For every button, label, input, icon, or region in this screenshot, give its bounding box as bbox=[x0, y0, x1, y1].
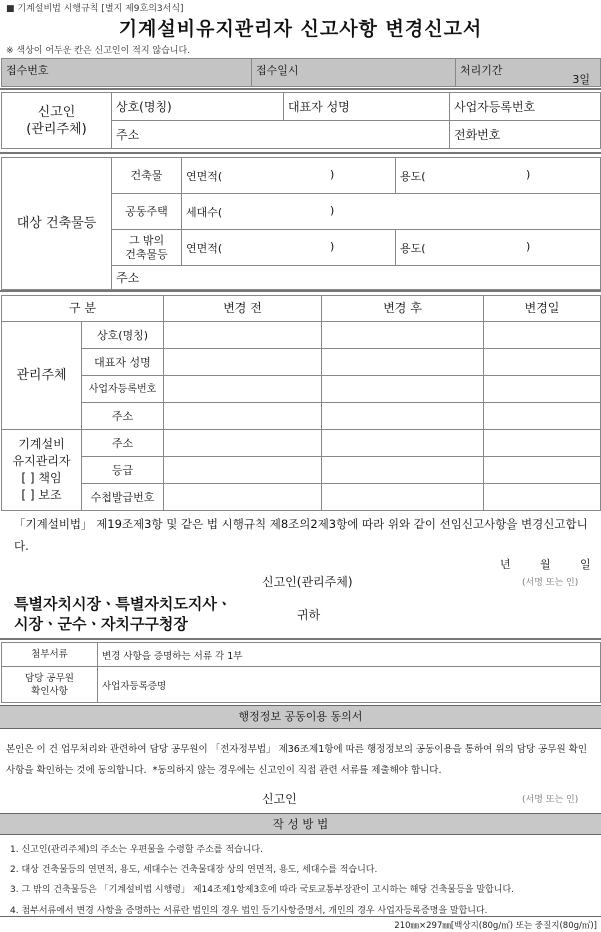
applicant-label: 신고인 (관리주체) bbox=[2, 93, 112, 149]
consent-title: 행정정보 공동이용 동의서 bbox=[0, 705, 601, 729]
management-entity-label: 관리주체 bbox=[2, 322, 82, 430]
instruction-item: 2. 대상 건축물등의 연면적, 용도, 세대수는 건축물대장 상의 연면적, 용도, 세대수를 적습니다. bbox=[10, 865, 378, 875]
shaded-notice: ※ 색상이 어두운 칸은 신고인이 적지 않습니다. bbox=[6, 46, 191, 56]
after-field[interactable] bbox=[322, 376, 484, 403]
recipient-title: 특별자치시장ㆍ특별자치도지사ㆍ 시장ㆍ군수ㆍ자치구구청장 bbox=[14, 595, 232, 633]
usage-field[interactable]: 용도( ) bbox=[396, 158, 601, 194]
header-category: 구 분 bbox=[2, 296, 164, 322]
after-field[interactable] bbox=[322, 430, 484, 457]
applicant-signature-field[interactable]: (서명 또는 인) bbox=[522, 578, 579, 588]
before-field[interactable] bbox=[164, 430, 322, 457]
form-reference: ■ 기계설비법 시행규칙 [별지 제9호의3서식] bbox=[6, 4, 184, 14]
attachments-table bbox=[1, 642, 601, 703]
instruction-item: 4. 첨부서류에서 변경 사항을 증명하는 서류란 법인의 경우 법인 등기사항증명서, 개인의 경우 사업자등록증명을 말합니다. bbox=[10, 906, 488, 916]
change-item-label: 수첩발급번호 bbox=[82, 484, 164, 511]
change-item-label: 대표자 성명 bbox=[82, 349, 164, 376]
paper-spec-footer: 210㎜×297㎜[백상지(80g/㎡) 또는 중질지(80g/㎡)] bbox=[394, 921, 597, 931]
after-field[interactable] bbox=[322, 403, 484, 430]
change-item-label: 사업자등록번호 bbox=[82, 376, 164, 403]
building-address-field[interactable]: 주소 bbox=[112, 266, 601, 290]
instruction-item: 1. 신고인(관리주체)의 주소는 우편물을 수령할 주소를 적습니다. bbox=[10, 845, 263, 855]
representative-field[interactable]: 대표자 성명 bbox=[284, 93, 450, 121]
change-date-field[interactable] bbox=[484, 403, 601, 430]
after-field[interactable] bbox=[322, 457, 484, 484]
other-usage-field[interactable]: 용도( ) bbox=[396, 230, 601, 266]
change-item-label: 주소 bbox=[82, 430, 164, 457]
after-field[interactable] bbox=[322, 322, 484, 349]
consent-signer-label: 신고인 bbox=[262, 792, 297, 806]
consent-signature-field[interactable]: (서명 또는 인) bbox=[522, 795, 579, 805]
receipt-date-cell: 접수일시 bbox=[252, 59, 456, 87]
before-field[interactable] bbox=[164, 376, 322, 403]
form-title: 기계설비유지관리자 신고사항 변경신고서 bbox=[118, 18, 483, 40]
change-date-field[interactable] bbox=[484, 376, 601, 403]
official-check-value: 사업자등록증명 bbox=[98, 667, 601, 703]
processing-period-cell: 처리기간 3일 bbox=[456, 59, 601, 87]
attachments-value: 변경 사항을 증명하는 서류 각 1부 bbox=[98, 643, 601, 667]
change-item-label: 상호(명칭) bbox=[82, 322, 164, 349]
before-field[interactable] bbox=[164, 403, 322, 430]
phone-field[interactable]: 전화번호 bbox=[450, 121, 601, 149]
official-check-label: 담당 공무원 확인사항 bbox=[2, 667, 98, 703]
other-floor-area-field[interactable]: 연면적( ) bbox=[182, 230, 396, 266]
maintenance-manager-label: 기계설비 유지관리자 [ ] 책임 [ ] 보조 bbox=[2, 430, 82, 511]
floor-area-field[interactable]: 연면적( ) bbox=[182, 158, 396, 194]
before-field[interactable] bbox=[164, 484, 322, 511]
trade-name-field[interactable]: 상호(명칭) bbox=[112, 93, 284, 121]
applicant-signer-label: 신고인(관리주체) bbox=[262, 575, 353, 589]
declaration-text: 「기계설비법」 제19조제3항 및 같은 법 시행규칙 제8조의2제3항에 따라 위와 같이 선임신고사항을 변경신고합니다. bbox=[14, 517, 588, 553]
building-type-label: 건축물 bbox=[112, 158, 182, 194]
change-date-field[interactable] bbox=[484, 430, 601, 457]
other-building-label: 그 밖의 건축물등 bbox=[112, 230, 182, 266]
change-item-label: 등급 bbox=[82, 457, 164, 484]
date-year-label: 년 bbox=[500, 558, 511, 571]
business-number-field[interactable]: 사업자등록번호 bbox=[450, 93, 601, 121]
before-field[interactable] bbox=[164, 349, 322, 376]
after-field[interactable] bbox=[322, 349, 484, 376]
before-field[interactable] bbox=[164, 457, 322, 484]
header-after: 변경 후 bbox=[322, 296, 484, 322]
header-change-date: 변경일 bbox=[484, 296, 601, 322]
change-item-label: 주소 bbox=[82, 403, 164, 430]
applicant-table bbox=[1, 92, 601, 149]
header-before: 변경 전 bbox=[164, 296, 322, 322]
change-date-field[interactable] bbox=[484, 349, 601, 376]
receipt-number-cell: 접수번호 bbox=[2, 59, 252, 87]
apartment-label: 공동주택 bbox=[112, 194, 182, 230]
attachments-label: 첨부서류 bbox=[2, 643, 98, 667]
before-field[interactable] bbox=[164, 322, 322, 349]
processing-period-value: 3일 bbox=[572, 73, 590, 86]
date-month-label: 월 bbox=[540, 558, 551, 571]
change-date-field[interactable] bbox=[484, 322, 601, 349]
date-day-label: 일 bbox=[580, 558, 591, 571]
household-count-field[interactable]: 세대수( ) bbox=[182, 194, 601, 230]
after-field[interactable] bbox=[322, 484, 484, 511]
change-date-field[interactable] bbox=[484, 457, 601, 484]
consent-text: 본인은 이 건 업무처리와 관련하여 담당 공무원이 「전자정부법」 제36조제1항에 따른 행정정보의 공동이용을 통하여 위의 담당 공무원 확인사항을 확인하는 것에 동의합니다. *동의하지 않는 경우에는 신고인이 직접 관련 서류를 제출해야 합니다. bbox=[6, 744, 588, 776]
applicant-address-field[interactable]: 주소 bbox=[112, 121, 450, 149]
changes-table bbox=[1, 295, 601, 511]
change-date-field[interactable] bbox=[484, 484, 601, 511]
instructions-title: 작 성 방 법 bbox=[0, 813, 601, 835]
building-label: 대상 건축물등 bbox=[2, 158, 112, 290]
intake-table bbox=[1, 58, 601, 87]
instruction-item: 3. 그 밖의 건축물등은 「기계설비법 시행령」 제14조제1항제3호에 따라 국토교통부장관이 고시하는 해당 건축물등을 말합니다. bbox=[10, 885, 514, 895]
building-table bbox=[1, 157, 601, 290]
honorific: 귀하 bbox=[297, 608, 321, 622]
